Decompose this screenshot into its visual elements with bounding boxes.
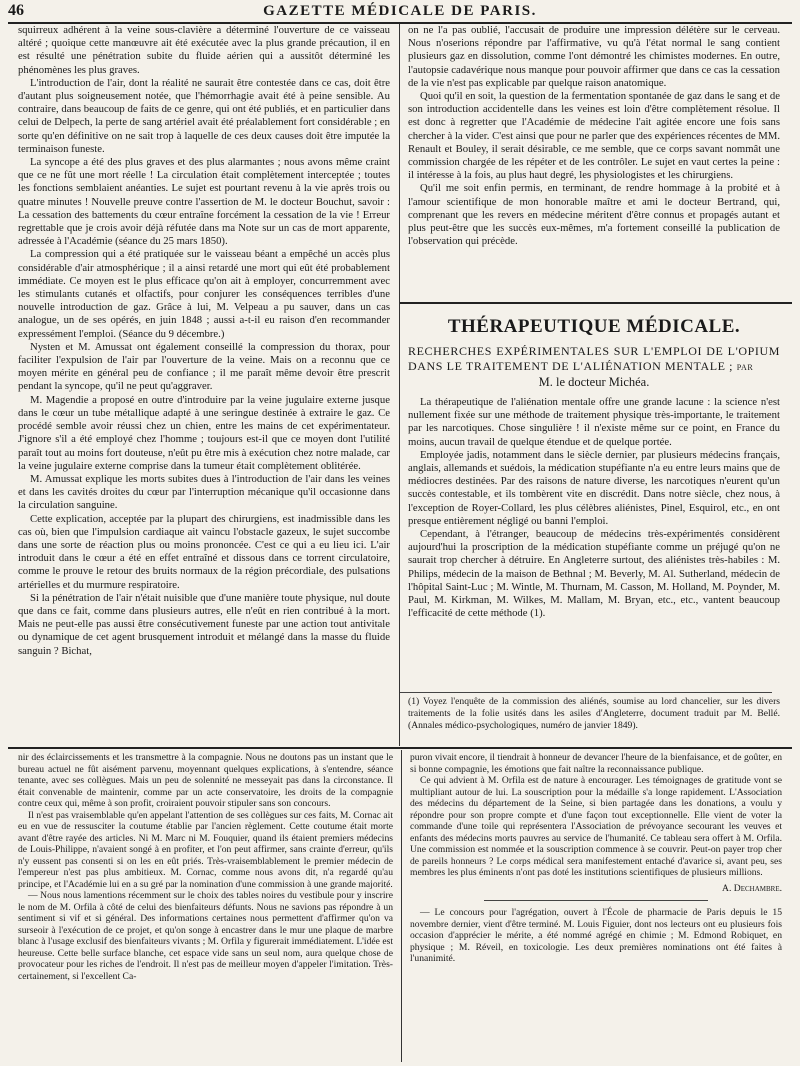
separator xyxy=(484,900,707,901)
column-divider xyxy=(401,750,402,1062)
paragraph: M. Amussat explique les morts subites dues à l'introduction de l'air dans les veines et dans les cavités droites du cœur par l'interruption mécanique qu'il occasionne dans la circulation sanguine. xyxy=(18,472,390,512)
footnote-divider xyxy=(400,692,772,693)
paragraph: Si la pénétration de l'air n'était nuisible que d'une manière toute physique, nul doute que dans ce fait, comme dans plusieurs autres, elle n'eût en rien contribué à la mort. Mais ne peut-elle pas aussi être consécutivement funeste par une action tout antivitale ou dynamique de cet agent brusquement introduit et mélangé dans la masse du fluide sanguin ? Bichat, xyxy=(18,591,390,657)
paragraph: on ne l'a pas oublié, l'accusait de produire une impression délétère sur le cerveau. Nous n'oserions répondre par l'affirmative, vu qu'à l'état normal le sang contient plusieurs gaz en dissolution, comme l'ont démontré les chimistes modernes. En outre, l'autopsie cadavérique nous manque pour pouvoir affirmer que dans ce cas la cessation de la vie n'est pas explicable par quelque raison anatomique. xyxy=(408,24,780,89)
section-title: THÉRAPEUTIQUE MÉDICALE. xyxy=(447,316,741,337)
signature: A. Dechambre. xyxy=(722,882,782,894)
paragraph: Ce qui advient à M. Orfila est de nature à encourager. Les témoignages de gratitude vont se multipliant autour de lui. La souscription pour la médaille s'a longe rapidement. L'Association des médecins du département de la Seine, si bien partagée dans les donations, a voulu y répondre pour son propre compte et d'une façon tout exceptionnelle. Elle vient de voter la commande d'une toile qui représentera l'Association de prévoyance secourant les veuves et enfants des médecins morts pauvres au service de l'humanité. Ce tableau sera offert à M. Orfila. Une commission est nommée et la souscription commence à se couvrir. Peut-on payer trop cher de pareils honneurs ? Le corps médical sera manifestement entaché d'avarice si, avant peu, ses membres les plus éminents n'ont pas doté les institutions scientifiques de plusieurs millions. xyxy=(410,775,782,878)
paragraph: Employée jadis, notamment dans le siècle dernier, par plusieurs médecins français, anglais, allemands et suédois, la médication stupéfiante n'a eu entre leurs mains que de médiocres destinées. Par des raisons de nature diverse, les narcotiques n'eurent qu'un succès contestable, et ils tombèrent vite en discrédit. Dans notre siècle, chez nous, à l'exception de Royer-Collard, les plus célèbres aliénistes, Pinel, Esquirol, etc., en ont presque entièrement négligé ou banni l'emploi. xyxy=(408,448,780,527)
paragraph: La thérapeutique de l'aliénation mentale offre une grande lacune : la science n'est nullement fixée sur une méthode de traitement physique très-importante, le traitement par les narcotiques. Chose singulière ! il n'existe même sur ce point, en France du moins, aucun travail de quelque étendue et de quelque portée. xyxy=(408,396,780,448)
page-title: GAZETTE MÉDICALE DE PARIS. xyxy=(263,2,537,19)
paragraph: Cette explication, acceptée par la plupart des chirurgiens, est inadmissible dans les cas où, bien que l'impulsion cardiaque ait vaincu l'obstacle gazeux, le sujet succombe dans une sorte de réaction plus ou moins prononcée. C'est ce qui a eu lieu ici. L'air introduit dans le cœur a été en effet entraîné et dissous dans ce torrent circulatoire, comme le prouve le retour des bruits normaux de la région précordiale, des pulsations artérielles et du murmure respiratoire. xyxy=(18,512,390,591)
paragraph: Qu'il me soit enfin permis, en terminant, de rendre hommage à la probité et à l'amour scientifique de mon honorable maître et ami le docteur Bertrand, qui, comprenant que les revers en médecine méritent d'être connus et propagés autant et plus peut-être que les succès eux-mêmes, m'a fortement conseillé la publication de l'observation qui précède. xyxy=(408,182,780,248)
paragraph: Cependant, à l'étranger, beaucoup de médecins très-expérimentés considèrent aujourd'hui la proscription de la médication stupéfiante comme un préjugé qu'on ne saurait trop chercher à détruire. En Angleterre surtout, des aliénistes très-habiles : M. Philips, médecin de la maison de Bethnal ; M. Beverly, M. Al. Sutherland, médecin de l'hôpital Saint-Luc ; M. Wintle, M. Thurnam, M. Casson, M. Holland, M. Poynder, M. Paul, M. Kirkman, M. Wilkes, M. Mallam, M. Bryan, etc., etc., vantent beaucoup l'efficacité de cette méthode (1). xyxy=(408,528,780,620)
paragraph: squirreux adhérent à la veine sous-clavière a déterminé l'ouverture de ce vaisseau altéré ; quoique cette manœuvre ait été exécutée avec la plus grande précaution, il en est résulté une pénétration subite du fluide aérien qui a aussitôt déterminé les phénomènes les plus graves. xyxy=(18,24,390,76)
page-number: 46 xyxy=(8,2,24,19)
footnote: (1) Voyez l'enquête de la commission des aliénés, soumise au lord chancelier, sur les divers traitements de la folie usités dans les asiles d'Angleterre, document traduit par M. Bellé. (Annales médico-psychologiques, numéro de janvier 1849). xyxy=(408,696,780,731)
section-author: M. le docteur Michéa. xyxy=(538,375,650,389)
paragraph: — Le concours pour l'agrégation, ouvert à l'École de pharmacie de Paris depuis le 15 novembre dernier, vient d'être terminé. M. Louis Figuier, dont nos lecteurs ont eu plusieurs fois occasion d'apprécier le mérite, a été nommé agrégé en chimie ; M. Edmond Robiquet, en physique ; M. Réveil, en toxicologie. Les deux premières nominations ont été faites à l'unanimité. xyxy=(410,907,782,964)
paragraph: M. Magendie a proposé en outre d'introduire par la veine jugulaire externe jusque dans le cœur un tube métallique adapté à une seringue destinée à extraire le gaz. Ce procédé semble avoir réussi chez un chien, entre les mains de cet expérimentateur. J'ignore s'il a été employé chez l'homme ; toujours est-il que ce moyen dont l'utilité paraît tout au moins fort douteuse, n'eût pu être mis à exécution chez notre malade, car la veine jugulaire externe comprise dans la tumeur était complètement oblitérée. xyxy=(18,393,390,472)
paragraph: nir des éclaircissements et les transmettre à la compagnie. Nous ne doutons pas un instant que le bureau actuel ne fût aisément parvenu, moyennant quelques explications, à s'entendre, séance tenante, avec ses collègues. Mais un peu de solennité ne messeyait pas dans la circonstance. Il était convenable de maintenir, comme par un acte conservatoire, les droits de la compagnie contre ceux qui, même à son profit, croiraient pouvoir stipuler sans son concours. xyxy=(18,752,393,809)
paragraph: — Nous nous lamentions récemment sur le choix des tables noires du vestibule pour y inscrire le nom de M. Orfila à côté de celui des bienfaiteurs défunts. Nous ne savions pas répondre à un sentiment si vif et si général. Des informations certaines nous permettent d'affirmer qu'on va surseoir à l'exécution de ce projet, et qu'on songe à encastrer dans le mur une plaque de marbre blanc à l'usage exclusif des bienfaiteurs vivants ; M. Orfila y figurerait immédiatement. L'idée est heureuse. Cette belle surface blanche, cet espace vide sans un seul nom, aura quelque chose de provocateur pour les riches de l'endroit. Il n'est pas de meilleur moyen d'appeler l'imitation. Très-certainement, si l'excellent Ca- xyxy=(18,890,393,982)
right-column xyxy=(408,24,780,299)
paragraph: La compression qui a été pratiquée sur le vaisseau béant a empêché un accès plus considérable d'air atmosphérique ; il a ainsi retardé une mort qui eût été probablement immédiate. Ce moyen est le plus efficace qu'on ait à employer, concurremment avec les stimulants cutanés et olfactifs, pour conjurer les conséquences terribles d'une nouvelle introduction de gaz. Grâce à lui, M. Velpeau a pu sauver, dans un cas analogue, un de ses opérés, en juin 1848 ; aussi a-t-il eu raison d'en recommander expressément l'emploi. (Séance du 9 décembre.) xyxy=(18,248,390,340)
paragraph: Nysten et M. Amussat ont également conseillé la compression du thorax, pour faciliter l'expulsion de l'air par l'ouverture de la veine. Mais on a reconnu que ce moyen mérite en général peu de confiance ; il me paraît même devoir être prescrit pendant la syncope, qu'il ne peut qu'aggraver. xyxy=(18,340,390,393)
therapeutique-section xyxy=(408,310,780,688)
paragraph: La syncope a été des plus graves et des plus alarmantes ; nous avons même craint que ce ne fût une mort réelle ! La circulation était complètement interceptée ; toutes les fonctions semblaient anéanties. Le sujet est pourtant revenu à la vie après trois ou quatre minutes ! Nouvelle preuve contre l'assertion de M. le docteur Bouchut, savoir : La cessation des battements du cœur entraîne forcément la cessation de la vie ! Erreur regrettable que je crois avoir déjà réfutée dans ma Note sur un cas de mort apparente, adressée à l'Académie (séance du 25 mars 1850). xyxy=(18,156,390,248)
column-divider xyxy=(399,24,400,746)
paragraph: L'introduction de l'air, dont la réalité ne saurait être contestée dans ce cas, doit être d'autant plus soigneusement notée, que l'hémorrhagie avait été à peine sensible. Au contraire, dans beaucoup de faits de ce genre, qui ont été publiés, et en particulier dans celui de Delpech, la perte de sang artériel avait été préalablement fort considérable ; en sorte qu'en définitive on ne sait trop à laquelle de ces deux causes doit être imputée la terminaison funeste. xyxy=(18,76,390,155)
feuilleton-divider xyxy=(8,747,792,749)
page-header xyxy=(8,0,792,24)
paragraph: puron vivait encore, il tiendrait à honneur de devancer l'heure de la bienfaisance, et de goûter, en si bonne compagnie, les émotions que fait naître la reconnaissance publique. xyxy=(410,752,782,775)
paragraph: Quoi qu'il en soit, la question de la fermentation spontanée de gaz dans le sang et de son introduction accidentelle dans les veines est loin d'être complètement résolue. Il est donc à regretter que l'Académie de médecine l'ait agitée encore une fois sans chercher à la vider. C'est ainsi que pour ne parler que des expériences récentes de MM. Renault et Bouley, il serait désirable, ce me semble, que ce corps savant nommât une commission chargée de les répéter et de les contrôler. Le sujet en vaut certes la peine : il intéresse à la fois, au plus haut degré, les physiologistes et les chirurgiens. xyxy=(408,90,780,182)
left-column xyxy=(18,24,390,739)
bottom-left-column xyxy=(18,752,393,1062)
section-subtitle: RECHERCHES EXPÉRIMENTALES SUR L'EMPLOI DE L'OPIUM DANS LE TRAITEMENT DE L'ALIÉNATION MENTALE ; par xyxy=(408,344,780,373)
bottom-right-column xyxy=(410,752,782,1062)
section-body xyxy=(408,396,780,620)
section-divider xyxy=(400,302,792,304)
paragraph: Il n'est pas vraisemblable qu'en appelant l'attention de ses collègues sur ces faits, M. Cornac ait eu en vue de ressusciter la coutume établie par l'ancien règlement. Cette coutume était morte avant d'être rayée des articles. Ni M. Marc ni M. Fouquier, quand ils étaient premiers médecins de Louis-Philippe, n'avaient songé à en profiter, et l'on peut affirmer, sans crainte d'erreur, qu'ils n'y eussent pas consenti si on les en eût priés. Très-vraisemblablement le premier médecin de l'empereur n'est pas plus ambitieux. M. Cornac, comme nous avons dit, n'a regardé qu'au principe, et l'Académie lui en a su gré par la nomination d'une commission à une grande majorité. xyxy=(18,809,393,890)
